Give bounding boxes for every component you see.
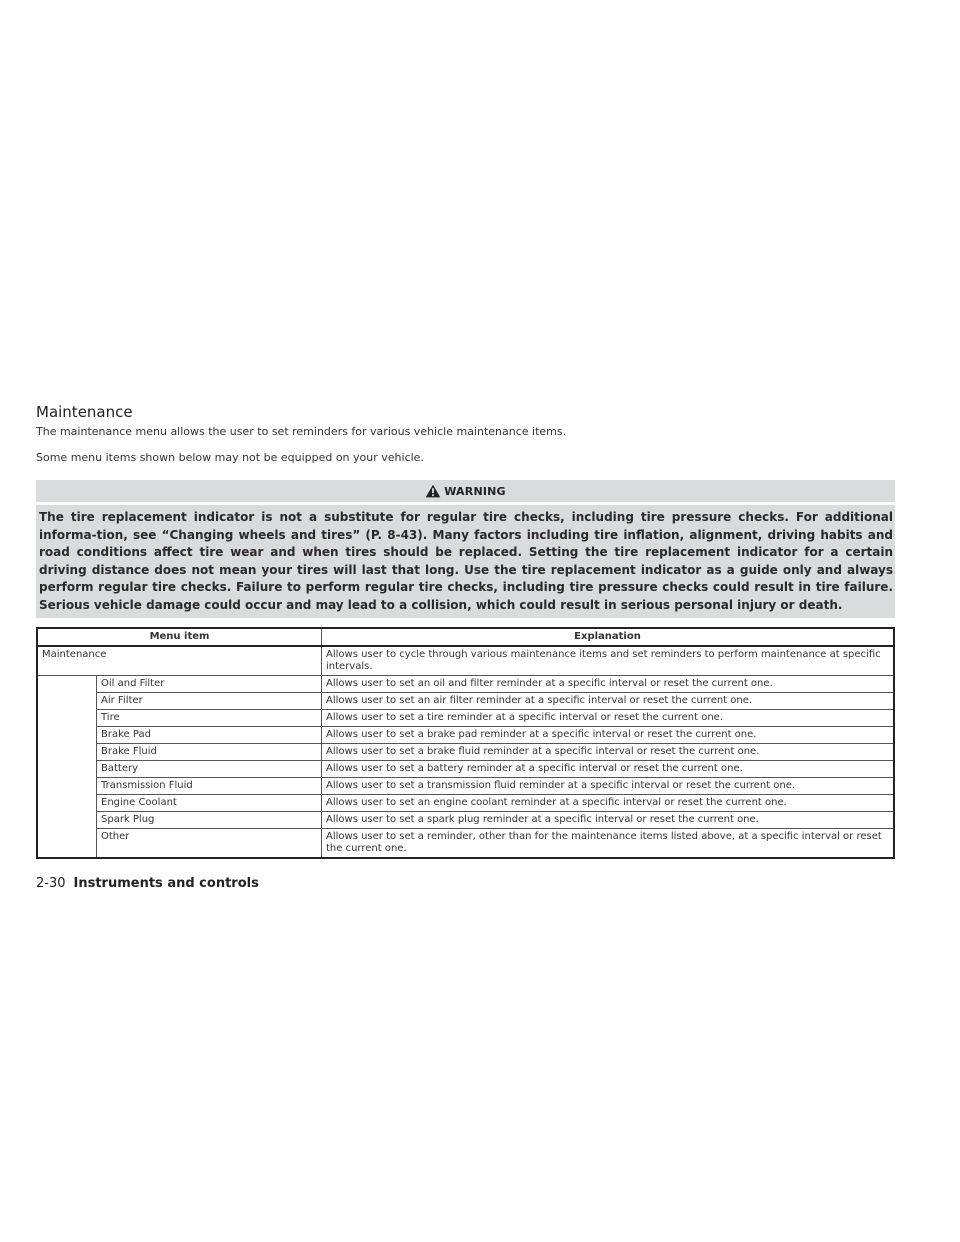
menu-item-cell: Brake Pad [97, 727, 322, 744]
explanation-cell: Allows user to set a transmission fluid reminder at a specific interval or reset the current one. [322, 778, 895, 795]
explanation-cell: Allows user to set an air filter reminder at a specific interval or reset the current one. [322, 693, 895, 710]
menu-item-cell: Transmission Fluid [97, 778, 322, 795]
warning-title: WARNING [444, 484, 506, 498]
menu-item-cell: Other [97, 829, 322, 859]
menu-item-cell: Maintenance [37, 646, 322, 676]
menu-item-cell: Battery [97, 761, 322, 778]
menu-item-cell: Tire [97, 710, 322, 727]
explanation-cell: Allows user to set a battery reminder at a specific interval or reset the current one. [322, 761, 895, 778]
table-row [37, 676, 894, 693]
table-row [37, 761, 894, 778]
page-footer [36, 876, 259, 891]
table-row [37, 778, 894, 795]
table-row [37, 795, 894, 812]
chapter-title: Instruments and controls [73, 876, 259, 891]
table-row [37, 693, 894, 710]
equipment-note: Some menu items shown below may not be equipped on your vehicle. [36, 451, 424, 464]
table-header-row [37, 628, 894, 646]
indent-cell [37, 676, 97, 859]
warning-box [36, 480, 895, 618]
explanation-cell: Allows user to set an engine coolant reminder at a specific interval or reset the current one. [322, 795, 895, 812]
table-row [37, 710, 894, 727]
table-row [37, 646, 894, 676]
explanation-cell: Allows user to set an oil and filter reminder at a specific interval or reset the current one. [322, 676, 895, 693]
page-number: 2-30 [36, 876, 66, 891]
intro-paragraph: The maintenance menu allows the user to set reminders for various vehicle maintenance items. [36, 425, 567, 438]
maintenance-section [36, 402, 895, 859]
explanation-cell: Allows user to cycle through various maintenance items and set reminders to perform maintenance at specific intervals. [322, 646, 895, 676]
explanation-cell: Allows user to set a reminder, other than for the maintenance items listed above, at a specific interval or reset the current one. [322, 829, 895, 859]
explanation-cell: Allows user to set a spark plug reminder at a specific interval or reset the current one. [322, 812, 895, 829]
menu-item-cell: Brake Fluid [97, 744, 322, 761]
table-row [37, 744, 894, 761]
explanation-cell: Allows user to set a tire reminder at a specific interval or reset the current one. [322, 710, 895, 727]
menu-item-cell: Engine Coolant [97, 795, 322, 812]
menu-item-cell: Oil and Filter [97, 676, 322, 693]
header-menu-item: Menu item [37, 628, 322, 646]
warning-text: The tire replacement indicator is not a substitute for regular tire checks, including tire pressure checks. For additional informa-tion, see “Changing wheels and tires” (P. 8-43). Many factors including tire inflation, alignment, driving habits and road conditions affect tire wear and when tires should be replaced. Setting the tire replacement indicator for a certain driving distance does not mean your tires will last that long. Use the tire replacement indicator as a guide only and always perform regular tire checks. Failure to perform regular tire checks, including tire pressure checks could result in tire failure. Serious vehicle damage could occur and may lead to a collision, which could result in serious personal injury or death. [36, 505, 895, 618]
menu-item-cell: Spark Plug [97, 812, 322, 829]
header-explanation: Explanation [322, 628, 895, 646]
table-row [37, 812, 894, 829]
maintenance-menu-table [36, 627, 895, 859]
table-row [37, 829, 894, 859]
warning-triangle-icon [425, 484, 441, 498]
table-row [37, 727, 894, 744]
section-title: Maintenance [36, 403, 133, 421]
explanation-cell: Allows user to set a brake fluid reminder at a specific interval or reset the current one. [322, 744, 895, 761]
menu-item-cell: Air Filter [97, 693, 322, 710]
explanation-cell: Allows user to set a brake pad reminder at a specific interval or reset the current one. [322, 727, 895, 744]
warning-header [36, 480, 895, 502]
